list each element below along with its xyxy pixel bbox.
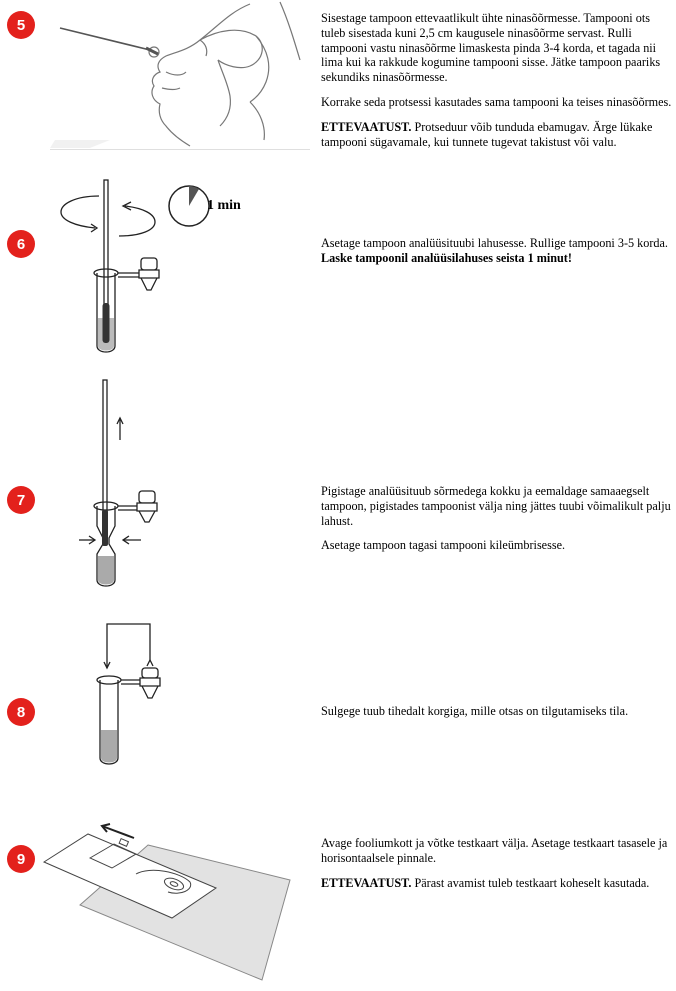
step-8-badge (7, 698, 35, 726)
step-number: 5 (16, 16, 26, 34)
timer-label: 1 min (207, 198, 241, 213)
step-5-paragraph-2: Korrake seda protsessi kasutades sama tampooni ka teises ninasõõrmes. (321, 94, 672, 109)
step-5-paragraph-1: Sisestage tampoon ettevaatlikult ühte ninasõõrmesse. Tampooni ots tuleb sisestada kuni 2,5 cm kaugusele ninasõõrme servast. Rulli tampooni vastu ninasõõrme limaskesta pinda 3-4 korda, et tagada nii lima kui ka rakkude kogumine tampooni sisse. Jätke tampoon paariks sekundiks ninasõõrmesse. (321, 11, 661, 85)
instruction-text: Asetage tampoon analüüsituubi lahusesse. Rullige tampooni 3-5 korda. (321, 236, 668, 250)
step-7-text (321, 484, 673, 563)
step-7-paragraph-2: Asetage tampoon tagasi tampooni kileümbrisesse. (321, 538, 566, 553)
instruction-emphasis: Laske tampoonil analüüsilahuses seista 1 minut! (321, 250, 572, 265)
close-tube-illustration (90, 618, 180, 768)
step-9-text (321, 836, 673, 900)
step-5-badge (7, 11, 35, 39)
step-9-caution (321, 876, 673, 891)
caution-label: ETTEVAATUST. (321, 119, 412, 134)
step-6-badge (7, 230, 35, 258)
squeeze-tube-illustration (75, 378, 185, 593)
step-6-text (321, 236, 673, 276)
caution-label: ETTEVAATUST. (321, 875, 412, 890)
step-7-paragraph-1: Pigistage analüüsituub sõrmedega kokku ja eemaldage samaaegselt tampoon, pigistades tampoonist välja ning jättes tuubi võimalikult palju lahust. (321, 484, 671, 528)
step-number: 6 (16, 235, 26, 253)
step-number: 8 (16, 703, 26, 721)
step-5-caution (321, 120, 673, 150)
step-9-badge (7, 845, 35, 873)
caution-text: Pärast avamist tuleb testkaart koheselt kasutada. (411, 875, 650, 890)
nasal-swab-illustration (50, 0, 310, 150)
step-5-text (321, 11, 673, 159)
step-9-paragraph-1: Avage fooliumkott ja võtke testkaart välja. Asetage testkaart tasasele ja horisontaalsele pinnale. (321, 836, 668, 865)
test-card-illustration (40, 820, 320, 985)
step-number: 9 (16, 850, 26, 868)
step-number: 7 (16, 491, 26, 509)
step-7-badge (7, 486, 35, 514)
caution-text: Protseduur võib tunduda ebamugav. Ärge lükake tampooni sügavamale, kui tunnete tugevat takistust või valu. (321, 119, 653, 149)
step-6-paragraph-1 (321, 236, 673, 266)
step-8-paragraph-1: Sulgege tuub tihedalt korgiga, mille otsas on tilgutamiseks tila. (321, 704, 629, 718)
step-8-text (321, 704, 673, 729)
